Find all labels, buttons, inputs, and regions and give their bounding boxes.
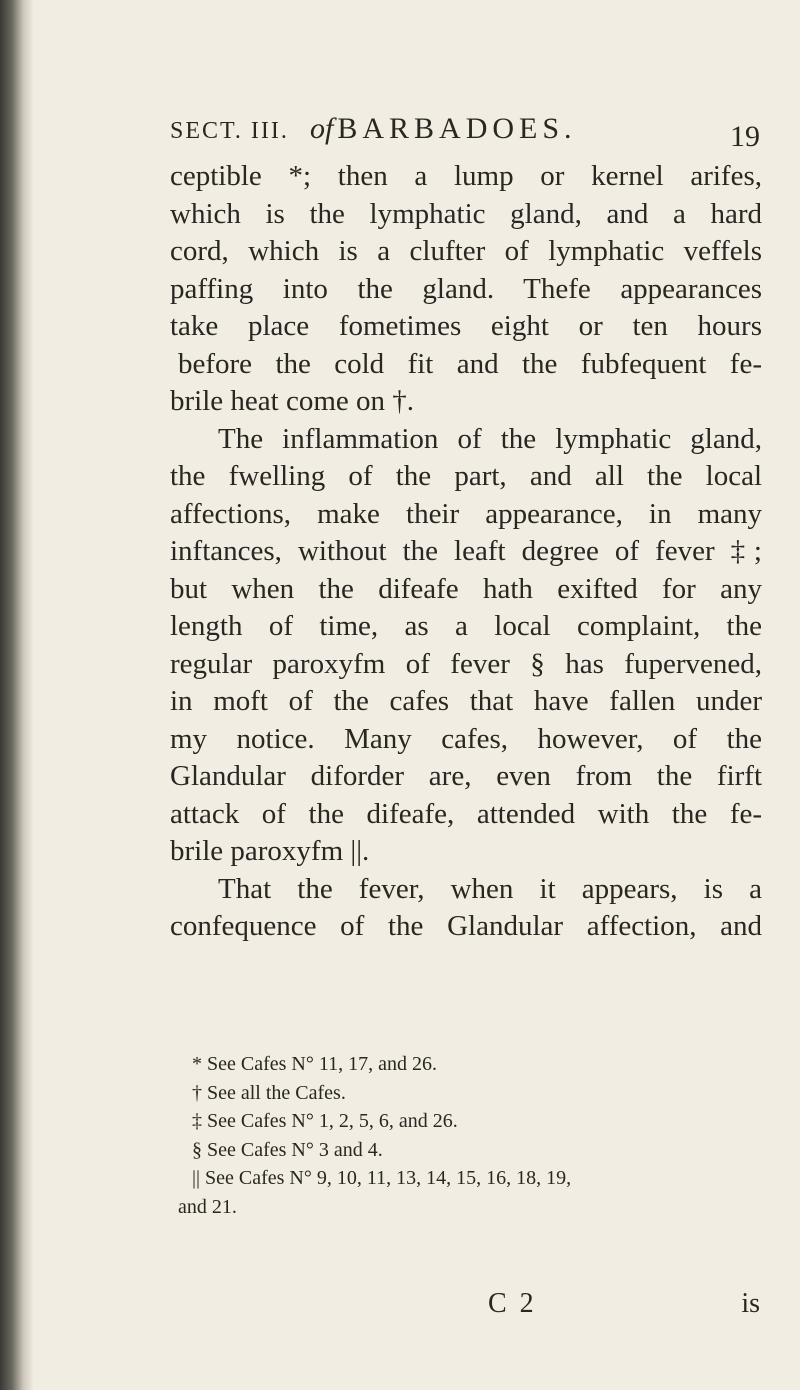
footnote: † See all the Cafes.	[192, 1081, 346, 1104]
text-line: The inflammation of the lymphatic gland,	[218, 422, 762, 455]
text-line: cord, which is a clufter of lymphatic veffels	[170, 235, 762, 267]
text-line: brile paroxyfm ||.	[170, 835, 370, 867]
text-line: That the fever, when it appears, is a	[218, 872, 762, 905]
text-line: attack of the difeafe, attended with the fe-	[170, 797, 762, 830]
running-title	[310, 112, 577, 146]
text-line: take place fometimes eight or ten hours	[170, 310, 762, 342]
text-line: in moft of the cafes that have fallen under	[170, 685, 762, 717]
text-line: inftances, without the leaft degree of fever ‡;	[170, 535, 762, 567]
signature-mark: C 2	[488, 1288, 537, 1319]
footnote: ‡ See Cafes N° 1, 2, 5, 6, and 26.	[192, 1110, 458, 1132]
book-binding-edge	[0, 0, 34, 1390]
text-line: the fwelling of the part, and all the local	[170, 460, 762, 492]
section-label: SECT. III.	[170, 118, 289, 144]
text-line: brile heat come on †.	[170, 385, 414, 417]
text-line: regular paroxyfm of fever § has fupervened,	[170, 647, 762, 680]
title-text: BARBADOES.	[337, 112, 577, 145]
footnote: § See Cafes N° 3 and 4.	[192, 1138, 383, 1161]
running-header	[170, 108, 760, 158]
text-line: Glandular diforder are, even from the firft	[170, 760, 762, 792]
text-line: paffing into the gland. Thefe appearances	[170, 272, 762, 305]
footnote-continuation: and 21.	[178, 1195, 237, 1218]
body-text	[170, 158, 762, 946]
text-line: but when the difeafe hath exifted for any	[170, 572, 762, 605]
footnote: * See Cafes N° 11, 17, and 26.	[192, 1053, 437, 1075]
text-line: confequence of the Glandular affection, and	[170, 910, 762, 942]
text-line: affections, make their appearance, in many	[170, 497, 762, 530]
footnotes	[178, 1050, 758, 1221]
text-line: ceptible *; then a lump or kernel arifes,	[170, 160, 762, 192]
catchword: is	[741, 1288, 760, 1319]
title-prefix: of	[310, 112, 334, 145]
text-line: which is the lymphatic gland, and a hard	[170, 197, 762, 230]
text-line: my notice. Many cafes, however, of the	[170, 722, 762, 755]
text-line: before the cold fit and the fubfequent fe-	[178, 347, 762, 380]
text-line: length of time, as a local complaint, the	[170, 610, 762, 642]
footnote: || See Cafes N° 9, 10, 11, 13, 14, 15, 16, 18, 19,	[192, 1167, 572, 1189]
page-footer	[170, 1288, 760, 1328]
page-number: 19	[730, 120, 760, 153]
book-page	[58, 0, 762, 1390]
